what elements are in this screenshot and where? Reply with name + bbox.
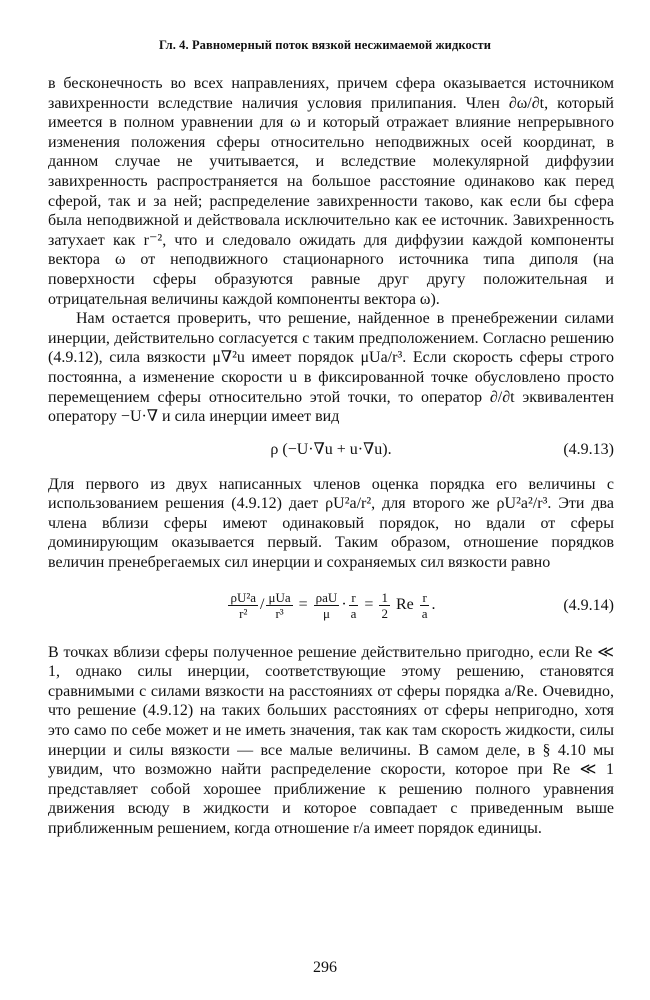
paragraph-3: Для первого из двух написанных членов оценка порядка его величины с использованием решения (4.9.12) дает ρU²a/r², для второго же ρU²a²/r³. Эти два члена вблизи сферы имеют одинаковый порядок, но вдали от сферы доминирующим оказывается первый. Таким образом, отношение порядков величин пренебрегаемых сил инерции и сохраняемых сил вязкости равно bbox=[48, 475, 614, 572]
fraction-r-over-a: $\frac{r}{a}$ bbox=[350, 590, 357, 622]
equation-4-9-14-expression: $\frac{\text{ρU²a}}{\text{r²}}$ / $\frac{\text{μUa}}{\text{r³}}$ = $\frac{\text{ρaU}}{\mu}$ · $\frac{r}{a}$ = $\frac{1}{2}$ Re $\frac{r}{a}$ . bbox=[230, 590, 436, 622]
paragraph-4: В точках вблизи сферы полученное решение действительно пригодно, если Re ≪ 1, однако силы инерции, соответствующие этому решению, становятся сравнимыми с силами вязкости на расстояниях от сферы порядка a/Re. Очевидно, что решение (4.9.12) на таких больших расстояниях от сферы непригодно, хотя это само по себе может и не иметь значения, так как там скорость жидкости, силы инерции и силы вязкости — все малые величины. В самом деле, в § 4.10 мы увидим, что возможно найти распределение скорости, которое при Re ≪ 1 представляет собой хорошее приближение к решению полного уравнения движения всюду в жидкости и которое совпадает с приведенным выше приближенным решением, когда отношение r/a имеет порядок единицы. bbox=[48, 643, 614, 837]
fraction-one-half: $\frac{1}{2}$ bbox=[381, 590, 388, 622]
fraction-reynolds: $\frac{\text{ρaU}}{\mu}$ bbox=[315, 590, 338, 622]
page-body bbox=[48, 74, 614, 839]
equation-4-9-13-number: (4.9.13) bbox=[563, 440, 614, 458]
equation-4-9-14-number: (4.9.14) bbox=[563, 596, 614, 614]
paragraph-2: Нам остается проверить, что решение, найденное в пренебрежении силами инерции, действительно согласуется с таким предположением. Согласно решению (4.9.12), сила вязкости μ∇²u имеет порядок μUa/r³. Если скорость сферы строго постоянна, а изменение скорости u в фиксированной точке обусловлено просто перемещением сферы относительно этой точки, то оператор ∂/∂t эквивалентен оператору −U·∇ и сила инерции имеет вид bbox=[48, 310, 614, 426]
fraction-r-over-a-2: $\frac{r}{a}$ bbox=[421, 590, 428, 622]
fraction-inertia: $\frac{\text{ρU²a}}{\text{r²}}$ bbox=[230, 590, 257, 622]
equation-4-9-14 bbox=[48, 583, 614, 629]
equation-4-9-13-expression: ρ (−U·∇u + u·∇u). bbox=[270, 440, 392, 458]
equation-4-9-13 bbox=[48, 437, 614, 463]
paragraph-1: в бесконечность во всех направлениях, причем сфера оказывается источником завихренности вследствие наличия условия прилипания. Член ∂ω/∂t, который имеется в полном уравнении для ω и который отражает влияние непрерывного изменения положения сферы относительно неподвижных осей координат, в данном случае не учитывается, и вследствие молекулярной диффузии завихренность распространяется на большое расстояние одинаково как перед сферой, так и за ней; распределение завихренности таково, как если бы сфера была неподвижной и действовала исключительно как ее источник. Завихренность затухает как r⁻², что и следовало ожидать для диффузии каждой компоненты вектора ω от неподвижного стационарного источника типа диполя (на поверхности сферы образуются равные друг другу положительная и отрицательная величины каждой компоненты вектора ω). bbox=[48, 75, 614, 308]
page-number: 296 bbox=[313, 959, 337, 976]
fraction-viscous: $\frac{\text{μUa}}{\text{r³}}$ bbox=[268, 590, 291, 622]
running-header: Гл. 4. Равномерный поток вязкой несжимаемой жидкости bbox=[158, 38, 492, 52]
